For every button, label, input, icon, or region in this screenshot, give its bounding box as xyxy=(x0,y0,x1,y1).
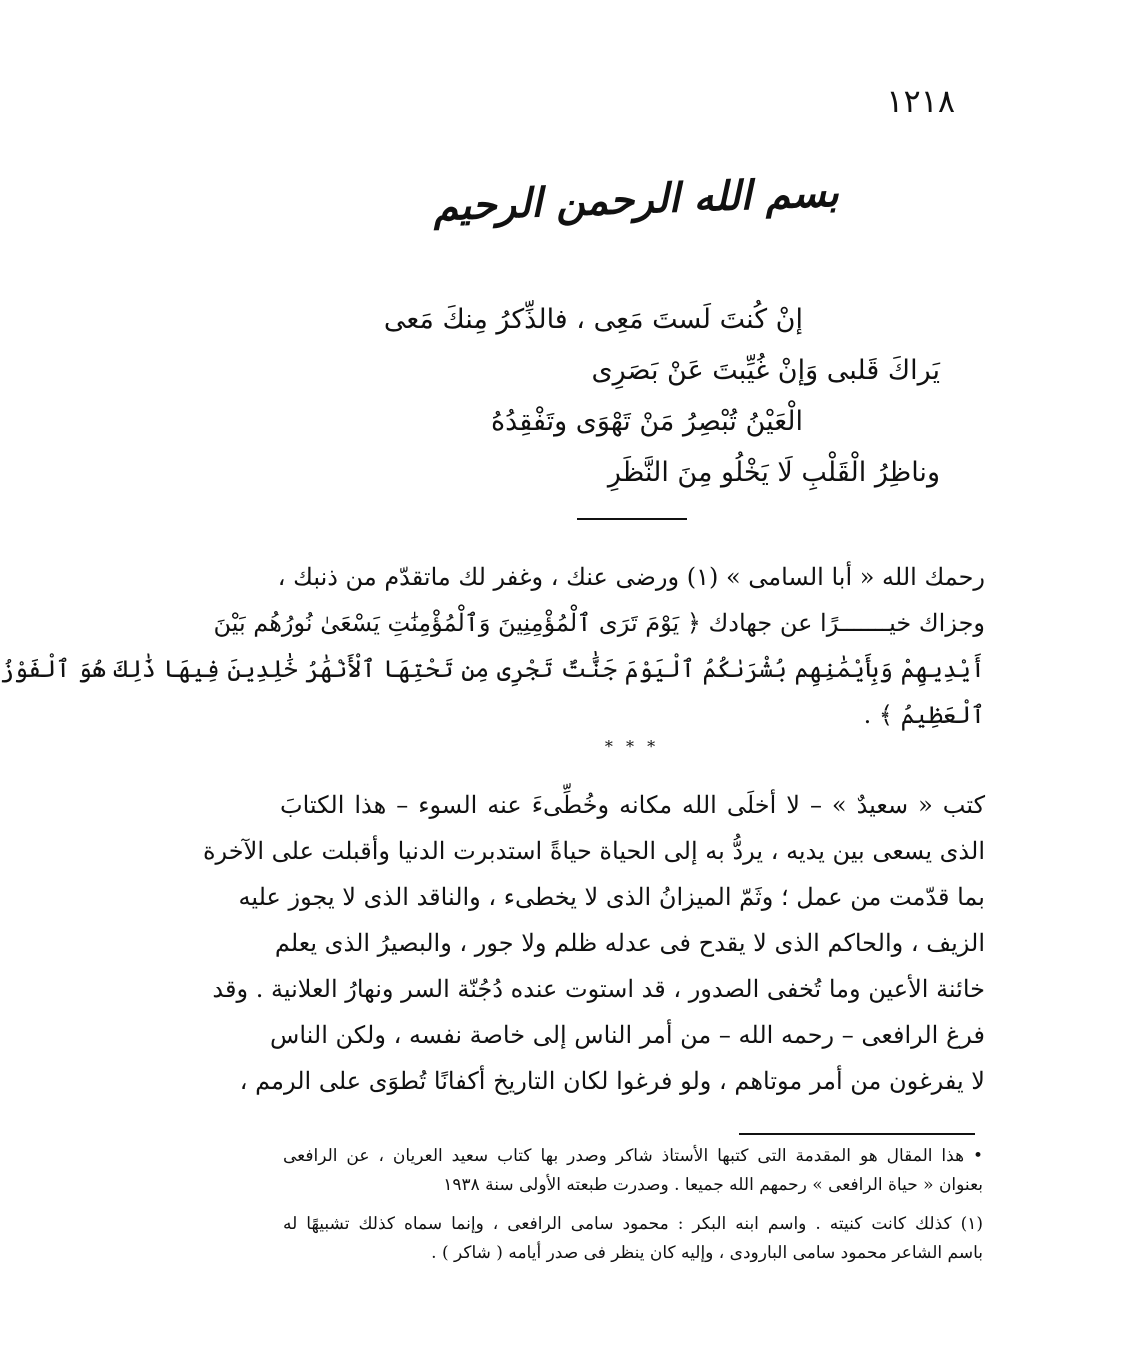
dedication-paragraph xyxy=(0,554,985,738)
footnote-line: (١) كذلك كانت كنيته . واسم ابنه البكر : محمود سامى الرافعى ، وإنما سماه كذلك تشبيهًا له xyxy=(283,1214,983,1234)
footnote-line: • هذا المقال هو المقدمة التى كتبها الأستاذ شاكر وصدر بها كتاب سعيد العريان ، عن الرافعى xyxy=(283,1146,983,1166)
main-paragraph xyxy=(202,782,985,1104)
paragraph-line: خائنة الأعين وما تُخفى الصدور ، قد استوت عنده دُجُنّة السر ونهارُ العلانية . وقد xyxy=(212,975,985,1003)
poem-line-1: إنْ كُنتَ لَستَ مَعِى ، فالذِّكرُ مِنكَ مَعى xyxy=(383,304,803,335)
paragraph-line: ٱلْعَظِيمُ ﴾ . xyxy=(863,701,985,729)
footnote-line: باسم الشاعر محمود سامى البارودى ، وإليه كان ينظر فى صدر أيامه ( شاكر ) . xyxy=(431,1243,983,1263)
paragraph-line: الزيف ، والحاكم الذى لا يقدح فى عدله ظلم ولا جور ، والبصيرُ الذى يعلم xyxy=(274,929,985,957)
paragraph-line: أَيْدِيهِمْ وَبِأَيْمَٰنِهِم بُشْرَىٰكُمُ ٱلْيَوْمَ جَنَّٰتٌ تَجْرِى مِن تَحْتِهَا ٱلْأَنْهَٰرُ خَٰلِدِينَ فِيهَا ذَٰلِكَ هُوَ ٱلْفَوْزُ xyxy=(0,655,985,683)
footnote-line: بعنوان « حياة الرافعى » رحمهم الله جميعا . وصدرت طبعته الأولى سنة ١٩٣٨ xyxy=(443,1175,983,1195)
section-divider xyxy=(577,518,687,520)
poem-verses xyxy=(206,304,1133,504)
poem-line-3: الْعَيْنُ تُبْصِرُ مَنْ تَهْوَى وتَفْقِدُهُ xyxy=(490,406,803,437)
section-separator-stars: * * * xyxy=(604,737,660,756)
poem-line-4: وناظِرُ الْقَلْبِ لَا يَخْلُو مِنَ النَّظَرِ xyxy=(607,457,940,488)
paragraph-line: وجزاك خيـــــــرًا عن جهادك ﴿ يَوْمَ تَرَى ٱلْمُؤْمِنِينَ وَٱلْمُؤْمِنَٰتِ يَسْعَىٰ نُورُهُم بَيْنَ xyxy=(213,609,985,637)
paragraph-line: لا يفرغون من أمر موتاهم ، ولو فرغوا لكان التاريخ أكفانًا تُطوَى على الرمم ، xyxy=(239,1067,985,1095)
footnotes xyxy=(283,1142,983,1268)
basmala-calligraphy: بسم الله الرحمن الرحيم xyxy=(432,168,840,231)
footnote-gap xyxy=(283,1200,983,1210)
paragraph-line: فرغ الرافعى – رحمه الله – من أمر الناس إلى خاصة نفسه ، ولكن الناس xyxy=(270,1021,985,1049)
paragraph-line: كتب « سعيدٌ » – لا أخلَى الله مكانه وخُطِّىءَ عنه السوء – هذا الكتابَ xyxy=(280,791,985,819)
paragraph-line: رحمك الله « أبا السامى » (١) ورضى عنك ، وغفر لك ماتقدّم من ذنبك ، xyxy=(277,563,985,591)
footnote-rule xyxy=(739,1133,975,1135)
page-number: ١٢١٨ xyxy=(886,82,955,120)
paragraph-line: بما قدّمت من عمل ؛ وثَمّ الميزانُ الذى لا يخطىء ، والناقد الذى لا يجوز عليه xyxy=(238,883,985,911)
paragraph-line: الذى يسعى بين يديه ، يردُّ به إلى الحياة حياةً استدبرت الدنيا وأقبلت على الآخرة xyxy=(202,837,985,865)
poem-line-2: يَراكَ قَلبى وَإنْ غُيِّبتَ عَنْ بَصَرِى xyxy=(591,355,940,386)
